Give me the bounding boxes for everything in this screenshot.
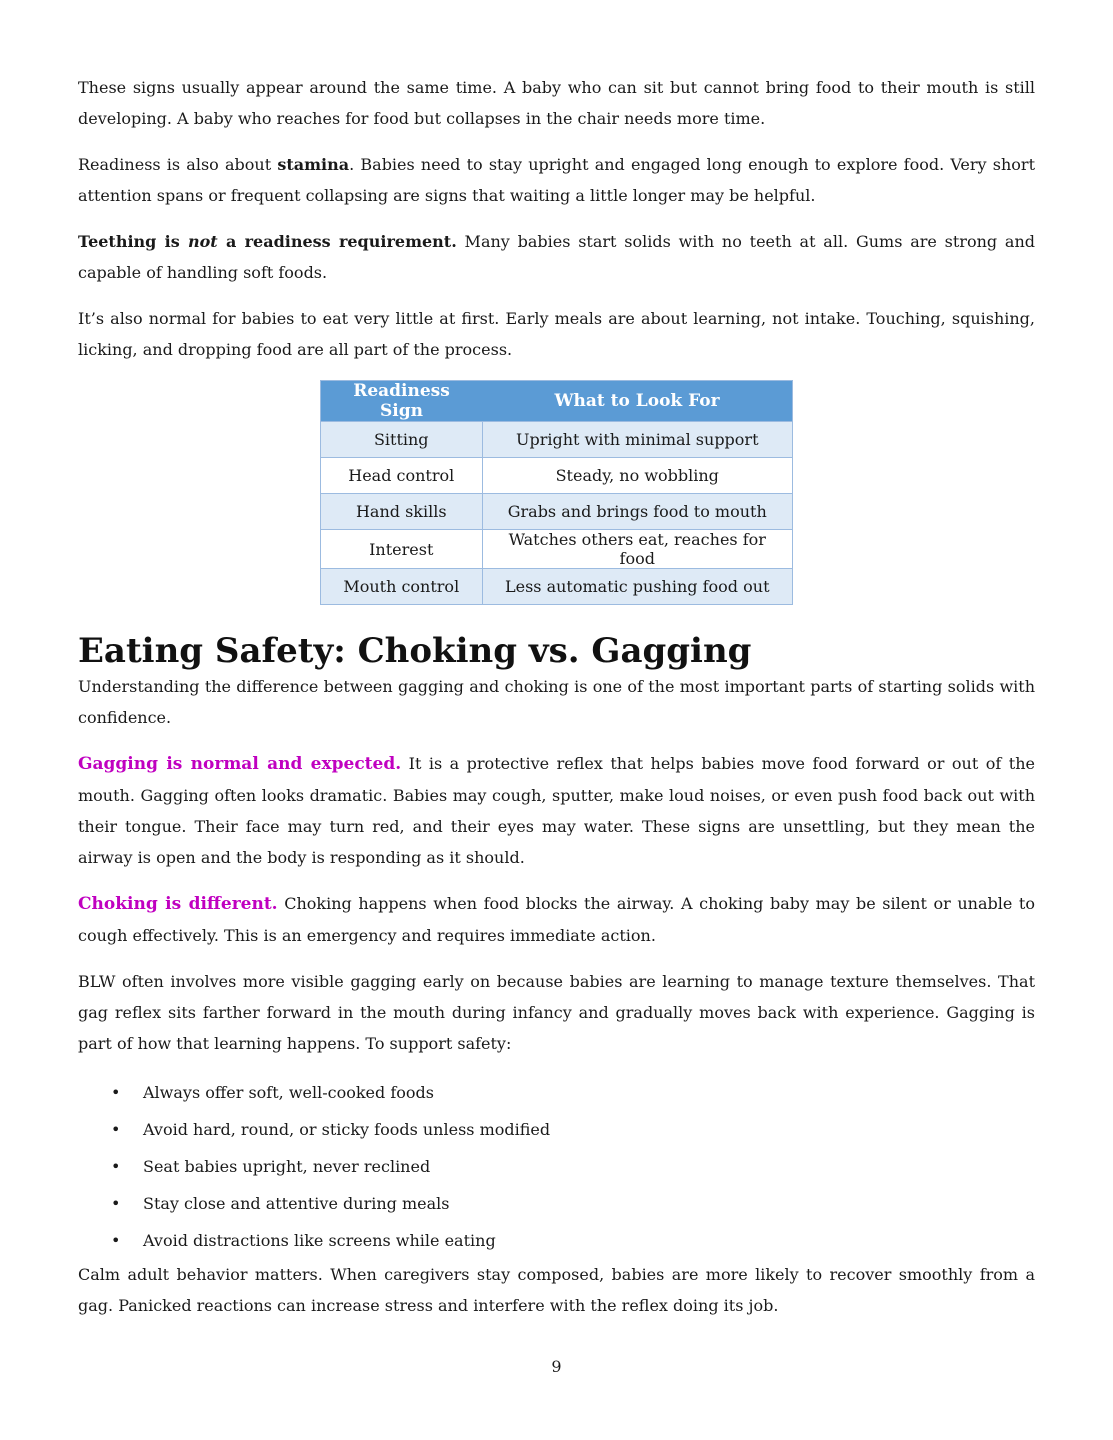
table-cell: Less automatic pushing food out <box>482 569 793 605</box>
stamina-text-after: . Babies need to stay upright and engaged long enough to explore food. Very short attention spans or frequent collapsing are signs that waiting a little longer may be helpful. <box>78 155 1035 205</box>
table-header-row <box>321 381 793 422</box>
table-cell: Hand skills <box>321 494 483 530</box>
list-item: • Stay close and attentive during meals <box>143 1185 1035 1222</box>
paragraph-choking <box>78 888 1035 951</box>
teething-text-after: Many babies start solids with no teeth at all. Gums are strong and capable of handling soft foods. <box>78 232 1035 282</box>
paragraph-teething <box>78 226 1035 288</box>
table-row <box>321 422 793 458</box>
list-item: • Always offer soft, well-cooked foods <box>143 1074 1035 1111</box>
table-cell: Sitting <box>321 422 483 458</box>
paragraph-intro: Understanding the difference between gagging and choking is one of the most important parts of starting solids with confidence. <box>78 677 1035 727</box>
table-row <box>321 569 793 605</box>
choking-highlight: Choking is different. <box>78 894 278 914</box>
paragraph-stamina <box>78 149 1035 211</box>
table-cell: Interest <box>321 530 483 569</box>
paragraph-intake: It’s also normal for babies to eat very little at first. Early meals are about learning, not intake. Touching, squishing, licking, and dropping food are all part of the process. <box>78 309 1035 359</box>
paragraph-signs-timing: These signs usually appear around the same time. A baby who can sit but cannot bring food to their mouth is still developing. A baby who reaches for food but collapses in the chair needs more time. <box>78 78 1035 128</box>
table-row <box>321 530 793 569</box>
table-row <box>321 458 793 494</box>
gagging-text: It is a protective reflex that helps babies move food forward or out of the mouth. Gagging often looks dramatic. Babies may cough, sputter, make loud noises, or even push food back out with their tongue. Their face may turn red, and their eyes may water. These signs are unsettling, but they mean the airway is open and the body is responding as it should. <box>78 754 1035 867</box>
table-cell: Watches others eat, reaches for food <box>482 530 793 569</box>
page-number: 9 <box>551 1357 562 1376</box>
gagging-highlight: Gagging is normal and expected. <box>78 754 402 774</box>
paragraph-calm: Calm adult behavior matters. When caregivers stay composed, babies are more likely to recover smoothly from a gag. Panicked reactions can increase stress and interfere with the reflex doing its job. <box>78 1265 1035 1315</box>
readiness-table-wrap <box>78 380 1035 605</box>
document-page <box>78 72 1035 1336</box>
teething-bold-a: Teething is <box>78 232 188 251</box>
table-cell: Upright with minimal support <box>482 422 793 458</box>
stamina-bold: stamina <box>277 155 350 174</box>
safety-list <box>78 1074 1035 1259</box>
table-row <box>321 494 793 530</box>
table-header-cell: What to Look For <box>482 381 793 422</box>
teething-bold-italic: not <box>187 232 218 251</box>
table-cell: Steady, no wobbling <box>482 458 793 494</box>
section-heading: Eating Safety: Choking vs. Gagging <box>78 631 752 671</box>
paragraph-blw: BLW often involves more visible gagging early on because babies are learning to manage texture themselves. That gag reflex sits farther forward in the mouth during infancy and gradually moves back with experience. Gagging is part of how that learning happens. To support safety: <box>78 972 1035 1053</box>
table-cell: Mouth control <box>321 569 483 605</box>
paragraph-gagging <box>78 748 1035 873</box>
readiness-table <box>320 380 793 605</box>
choking-text: Choking happens when food blocks the airway. A choking baby may be silent or unable to cough effectively. This is an emergency and requires immediate action. <box>78 894 1035 945</box>
list-item: • Seat babies upright, never reclined <box>143 1148 1035 1185</box>
list-item: • Avoid distractions like screens while eating <box>143 1222 1035 1259</box>
table-cell: Head control <box>321 458 483 494</box>
teething-bold-b: a readiness requirement. <box>217 232 457 251</box>
table-cell: Grabs and brings food to mouth <box>482 494 793 530</box>
list-item: • Avoid hard, round, or sticky foods unless modified <box>143 1111 1035 1148</box>
stamina-text-before: Readiness is also about <box>78 155 278 174</box>
table-header-cell: Readiness Sign <box>321 381 483 422</box>
